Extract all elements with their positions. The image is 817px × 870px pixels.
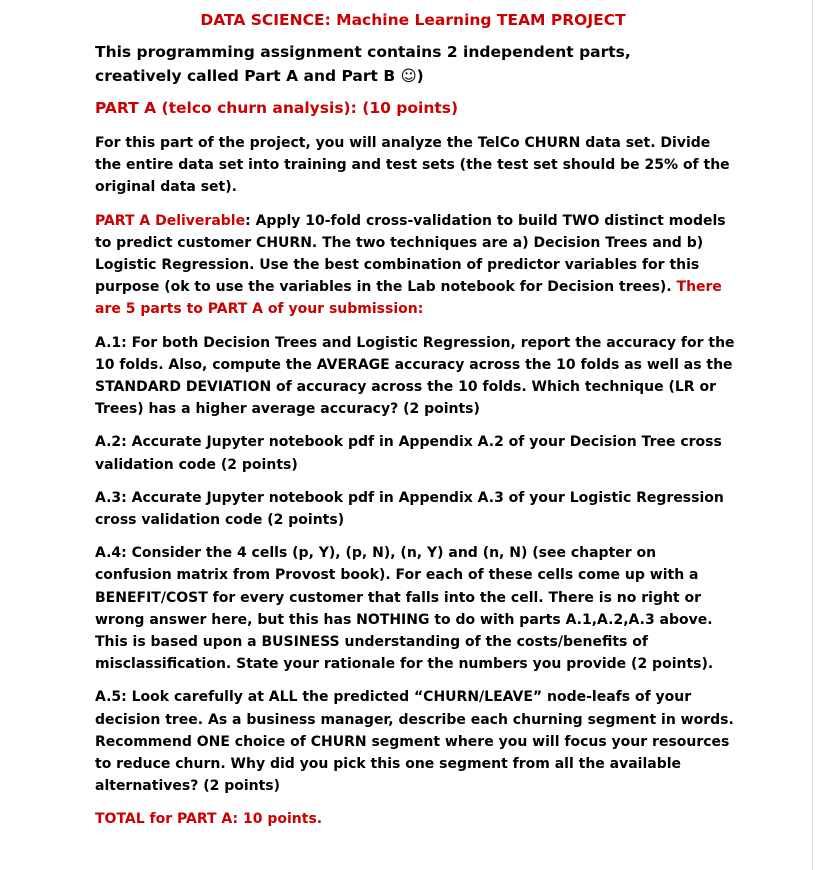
deliverable-note: There are 5 parts to PART A of your submission: [95, 279, 722, 318]
part-a-heading: PART A (telco churn analysis): (10 points) [95, 99, 459, 117]
part-a-total: TOTAL for PART A: 10 points. [95, 811, 323, 828]
part-a-description: For this part of the project, you will analyze the TelCo CHURN data set. Divide the entire data set into training and test sets (the test set should be 25% of the original data set). [95, 135, 730, 196]
intro-line-1: This programming assignment contains 2 independent parts, [95, 43, 631, 61]
part-a-deliverable [95, 210, 735, 321]
intro-line-2: creatively called Part A and Part B ☺) [95, 67, 424, 85]
item-a4: A.4: Consider the 4 cells (p, Y), (p, N), (n, Y) and (n, N) (see chapter on confusion matrix from Provost book). For each of these cells come up with a BENEFIT/COST for every customer that falls into the cell. There is no right or wrong answer here, but this has NOTHING to do with parts A.1,A.2,A.3 above. This is based upon a BUSINESS understanding of the costs/benefits of misclassification. State your rationale for the numbers you provide (2 points). [95, 545, 714, 673]
item-a3: A.3: Accurate Jupyter notebook pdf in Appendix A.3 of your Logistic Regression cross validation code (2 points) [95, 489, 724, 529]
item-a1: A.1: For both Decision Trees and Logistic Regression, report the accuracy for the 10 folds. Also, compute the AVERAGE accuracy across the 10 folds as well as the STANDARD DEVIATION of accuracy across the 10 folds. Which technique (LR or Trees) has a higher average accuracy? (2 points) [95, 334, 735, 418]
deliverable-body: : Apply 10-fold cross-validation to build TWO distinct models to predict customer CHURN. The two techniques are a) Decision Trees and b) Logistic Regression. Use the best combination of predictor variables for this purpose (ok to use the variables in the Lab notebook for Decision trees). [95, 212, 726, 296]
deliverable-label: PART A Deliverable [95, 212, 246, 229]
item-a2: A.2: Accurate Jupyter notebook pdf in Appendix A.2 of your Decision Tree cross validation code (2 points) [95, 434, 722, 473]
document-content [95, 10, 735, 830]
intro-paragraph [95, 40, 735, 88]
item-a5: A.5: Look carefully at ALL the predicted “CHURN/LEAVE” node-leafs of your decision tree. As a business manager, describe each churning segment in words. Recommend ONE choice of CHURN segment where you will focus your resources to reduce churn. Why did you pick this one segment from all the available alternatives? (2 points) [95, 689, 734, 795]
document-title: DATA SCIENCE: Machine Learning TEAM PROJECT [200, 11, 626, 29]
